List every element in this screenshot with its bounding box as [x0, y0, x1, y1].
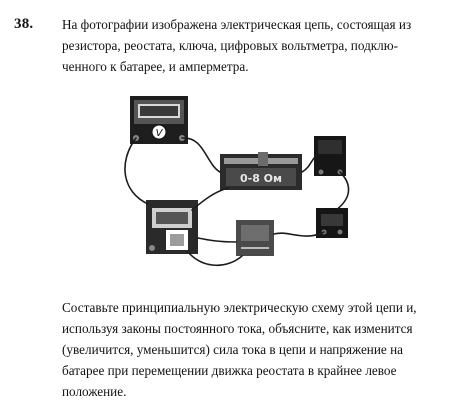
intro-line: резистора, реостата, ключа, цифровых вольтметра, подклю- — [62, 38, 399, 53]
problem-number: 38. — [14, 16, 34, 32]
intro-line: На фотографии изображена электрическая цепь, состоящая из — [62, 17, 412, 32]
task-line: (увеличится, уменьшится) сила тока в цепи и напряжение на — [62, 342, 403, 357]
task-line: батарее при перемещении движка реостата в крайнее левое — [62, 363, 397, 378]
voltmeter-symbol: V — [155, 128, 163, 139]
task-line: используя законы постоянного тока, объясните, как изменится — [62, 321, 413, 336]
task-line: Составьте принципиальную электрическую схему этой цепи и, — [62, 300, 417, 315]
problem-intro — [62, 14, 442, 77]
rheostat-reading: 0-8 Ом — [239, 172, 283, 185]
task-line: положение. — [62, 384, 127, 399]
circuit-photo — [108, 92, 370, 278]
problem-task — [62, 297, 444, 402]
intro-line: ченного к батарее, и амперметра. — [62, 59, 249, 74]
